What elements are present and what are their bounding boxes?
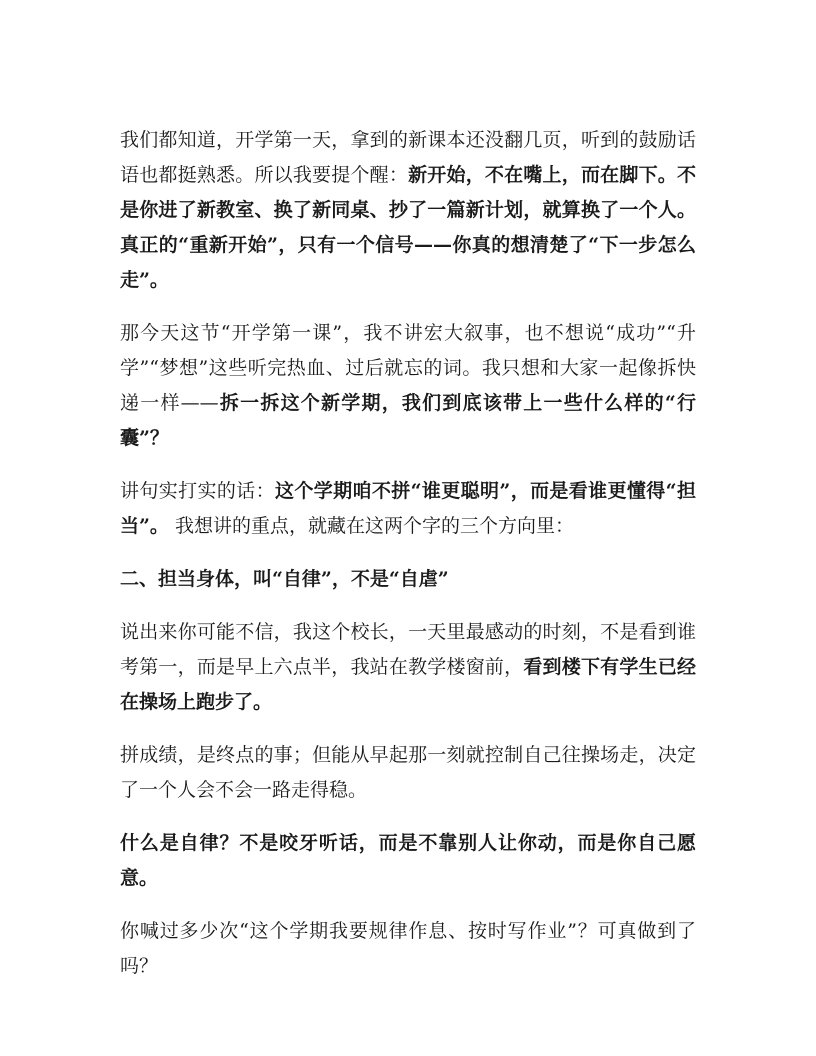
paragraph-1-bold-1: 新开始，不在嘴上，而在脚下。不是你进了新教室、换了新同桌、抄了一篇新计划，就算换了一个人。真正的“重新开始”，只有一个信号——你真的想清楚了“下一步怎么走”。: [120, 164, 696, 291]
paragraph-5-text-1: 说出来你可能不信，我这个校长，一天里最感动的时刻，不是看到谁考第一，而是早上六点半，我站在教学楼窗前，: [120, 621, 696, 678]
paragraph-5: [120, 615, 696, 720]
paragraph-2-text-1: 那今天这节“开学第一课”，我不讲宏大叙事，也不想说“成功”“升学”“梦想”这些听完热血、过后就忘的词。我只想和大家一起像拆快递一样——: [120, 322, 696, 414]
paragraph-3-text-2: 我想讲的重点，就藏在这两个字的三个方向里：: [168, 515, 574, 537]
section-heading: [120, 562, 696, 597]
paragraph-1-text-1: 我们都知道，开学第一天，拿到的新课本还没翻几页，听到的鼓励话语也都挺熟悉。所以我要提个醒：: [120, 129, 696, 186]
paragraph-6-text-1: 拼成绩，是终点的事；但能从早起那一刻就控制自己往操场走，决定了一个人会不会一路走得稳。: [120, 744, 696, 801]
paragraph-5-bold-1: 看到楼下有学生已经在操场上跑步了。: [120, 656, 696, 713]
paragraph-3-text-1: 讲句实打实的话：: [120, 480, 275, 502]
paragraph-2-bold-1: 拆一拆这个新学期，我们到底该带上一些什么样的“行囊”？: [120, 392, 696, 449]
paragraph-8-text-1: 你喊过多少次“这个学期我要规律作息、按时写作业”？可真做到了吗？: [120, 920, 696, 977]
paragraph-3: [120, 474, 696, 544]
paragraph-2: [120, 316, 696, 456]
paragraph-7: [120, 826, 696, 896]
section-heading-text: 二、担当身体，叫“自律”，不是“自虐”: [120, 568, 449, 590]
document-body: [120, 123, 696, 1002]
paragraph-7-bold-1: 什么是自律？不是咬牙听话，而是不靠别人让你动，而是你自己愿意。: [120, 832, 696, 889]
paragraph-6: [120, 738, 696, 808]
paragraph-3-bold-1: 这个学期咱不拼“谁更聪明”，而是看谁更懂得“担当”。: [120, 480, 696, 537]
paragraph-1: [120, 123, 696, 298]
paragraph-8: [120, 914, 696, 984]
